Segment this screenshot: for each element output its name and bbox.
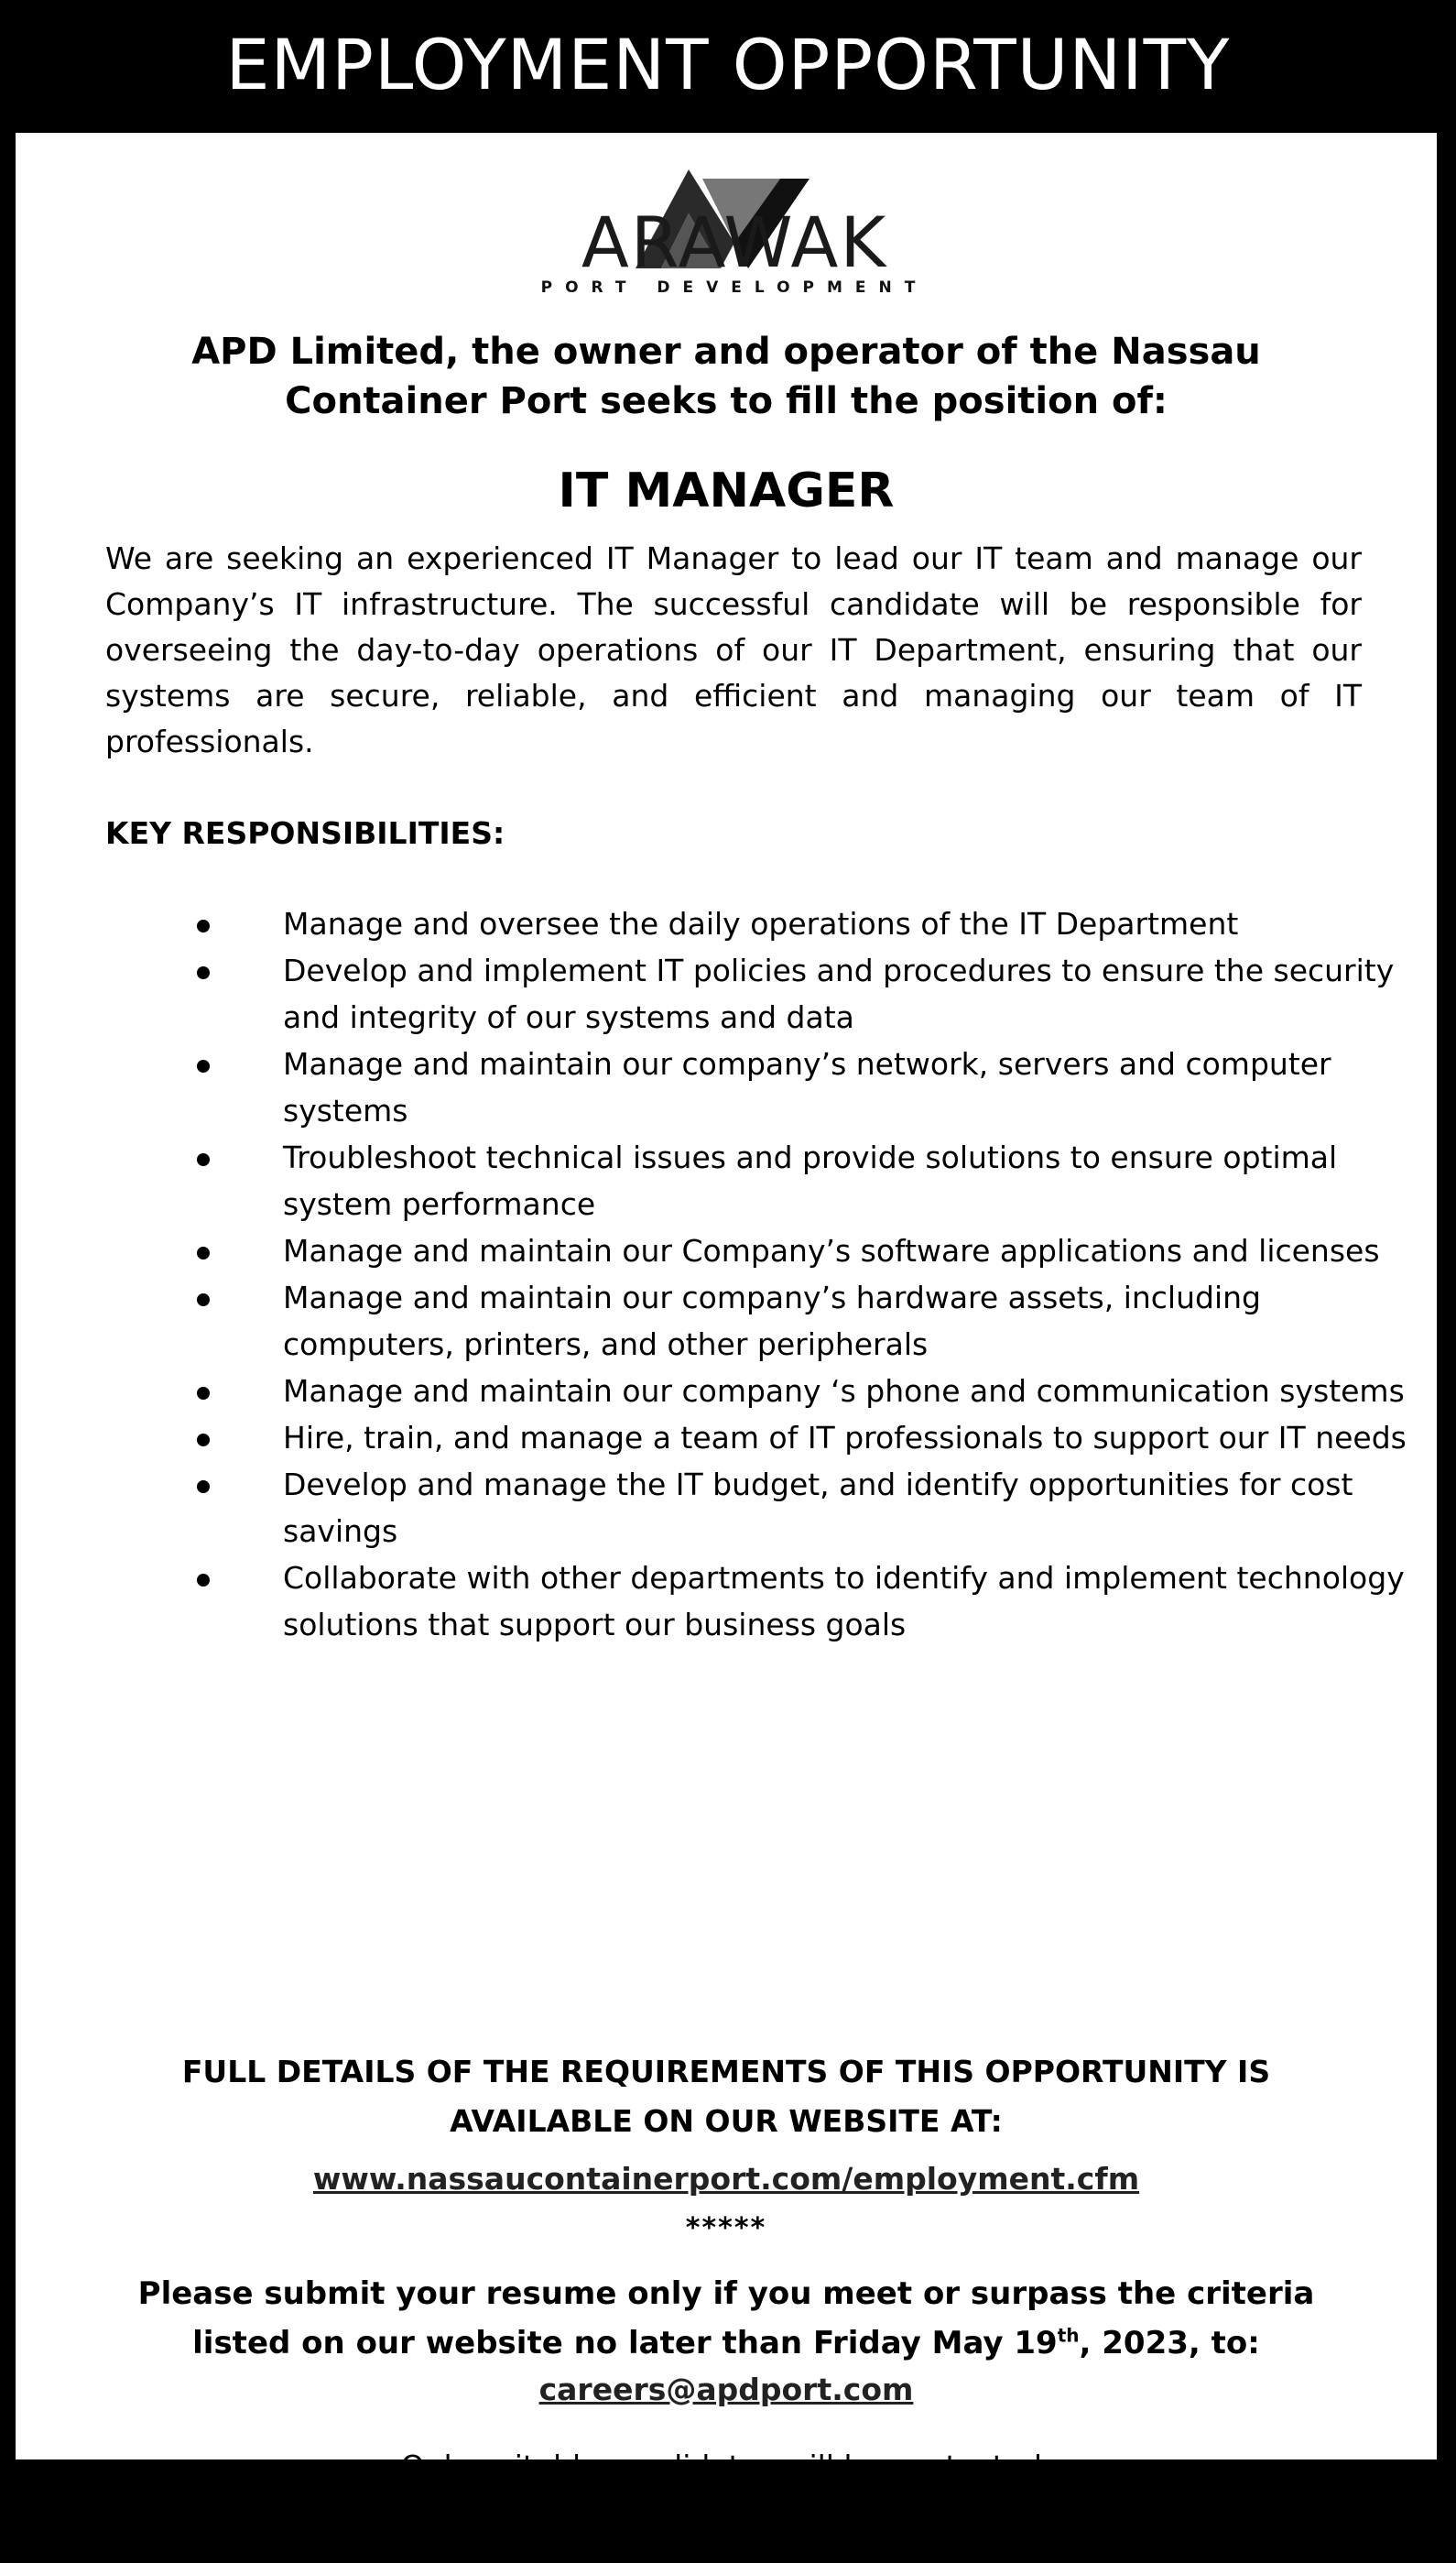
list-item-text: Develop and implement IT policies and procedures to ensure the security and integrity of our systems and data <box>283 953 1395 1035</box>
intro-line-1: APD Limited, the owner and operator of the Nassau <box>191 331 1261 373</box>
bullet-icon <box>197 1574 210 1587</box>
email-link-row <box>16 2370 1437 2410</box>
arawak-logo-graphic <box>515 169 954 298</box>
details-line-1: FULL DETAILS OF THE REQUIREMENTS OF THIS OPPORTUNITY IS <box>181 2054 1271 2089</box>
bullet-icon <box>197 1387 210 1400</box>
footer-line-1: Only suitable candidates will be contacted. <box>400 2448 1052 2484</box>
footer-line-2: No phone calls will be accepted. <box>482 2496 971 2532</box>
list-item <box>105 1414 1418 1461</box>
bullet-icon <box>197 1153 210 1166</box>
details-notice <box>52 2047 1400 2146</box>
logo-tagline: PORT DEVELOPMENT <box>540 278 929 297</box>
bullet-icon <box>197 920 210 932</box>
list-item <box>105 1227 1418 1274</box>
responsibilities-list <box>105 900 1407 1648</box>
bullet-icon <box>197 1293 210 1306</box>
separator-top: ***** <box>685 2212 767 2244</box>
bullet-icon <box>197 1060 210 1073</box>
list-item-text: Hire, train, and manage a team of IT professionals to support our IT needs <box>283 1420 1407 1456</box>
submit-line-2-prefix: listed on our website no later than Friday May 19 <box>192 2325 1058 2361</box>
logo-wordmark: ARAWAK <box>581 202 888 283</box>
footer-note <box>16 2443 1437 2538</box>
bullet-icon <box>197 1247 210 1260</box>
list-item-text: Troubleshoot technical issues and provide solutions to ensure optimal system performance <box>283 1140 1338 1222</box>
submit-line-1: Please submit your resume only if you meet or surpass the criteria <box>137 2275 1315 2312</box>
job-title: IT MANAGER <box>558 464 895 518</box>
list-item-text: Manage and maintain our Company’s software applications and licenses <box>283 1233 1380 1269</box>
job-description: We are seeking an experienced IT Manager to lead our IT team and manage our Company’s IT infrastructure. The successful candidate will be responsible for overseeing the day-to-day operations of our IT Department, ensuring that our systems are secure, reliable, and efficient and managing our team of IT professionals. <box>105 540 1362 759</box>
list-item-text: Manage and maintain our company ‘s phone and communication systems <box>283 1373 1405 1409</box>
page-header <box>0 0 1456 128</box>
intro-line-2: Container Port seeks to fill the position of: <box>285 380 1168 422</box>
bullet-icon <box>197 1480 210 1493</box>
list-item-text: Collaborate with other departments to identify and implement technology solutions that support our business goals <box>283 1560 1405 1642</box>
list-item-text: Manage and oversee the daily operations of the IT Department <box>283 906 1239 942</box>
list-item <box>105 900 1418 947</box>
arawak-logo <box>515 169 954 298</box>
date-suffix: th <box>1057 2324 1080 2347</box>
list-item <box>105 1274 1418 1368</box>
list-item-text: Develop and manage the IT budget, and identify opportunities for cost savings <box>283 1467 1353 1549</box>
email-link[interactable]: careers@apdport.com <box>538 2372 914 2407</box>
list-item-text: Manage and maintain our company’s hardware assets, including computers, printers, and other peripherals <box>283 1280 1261 1362</box>
list-item <box>105 1554 1418 1648</box>
details-line-2: AVAILABLE ON OUR WEBSITE AT: <box>450 2103 1003 2139</box>
list-item <box>105 1134 1418 1227</box>
submit-line-2-suffix: , 2023, to: <box>1079 2325 1260 2361</box>
website-link-row <box>16 2159 1437 2199</box>
submit-line-2 <box>43 2318 1409 2368</box>
submit-instructions <box>43 2269 1409 2368</box>
separator-bottom: ***** <box>685 2531 767 2563</box>
list-item <box>105 947 1418 1041</box>
header-title: EMPLOYMENT OPPORTUNITY <box>225 23 1231 105</box>
list-item <box>105 1041 1418 1134</box>
bullet-icon <box>197 966 210 979</box>
website-link[interactable]: www.nassaucontainerport.com/employment.cfm <box>312 2161 1140 2197</box>
advert-panel <box>13 130 1440 2563</box>
bullet-icon <box>197 1434 210 1446</box>
list-item <box>105 1461 1418 1554</box>
responsibilities-heading: KEY RESPONSIBILITIES: <box>105 815 505 851</box>
list-item-text: Manage and maintain our company’s network, servers and computer systems <box>283 1046 1331 1129</box>
intro-heading <box>71 327 1382 426</box>
list-item <box>105 1368 1418 1414</box>
